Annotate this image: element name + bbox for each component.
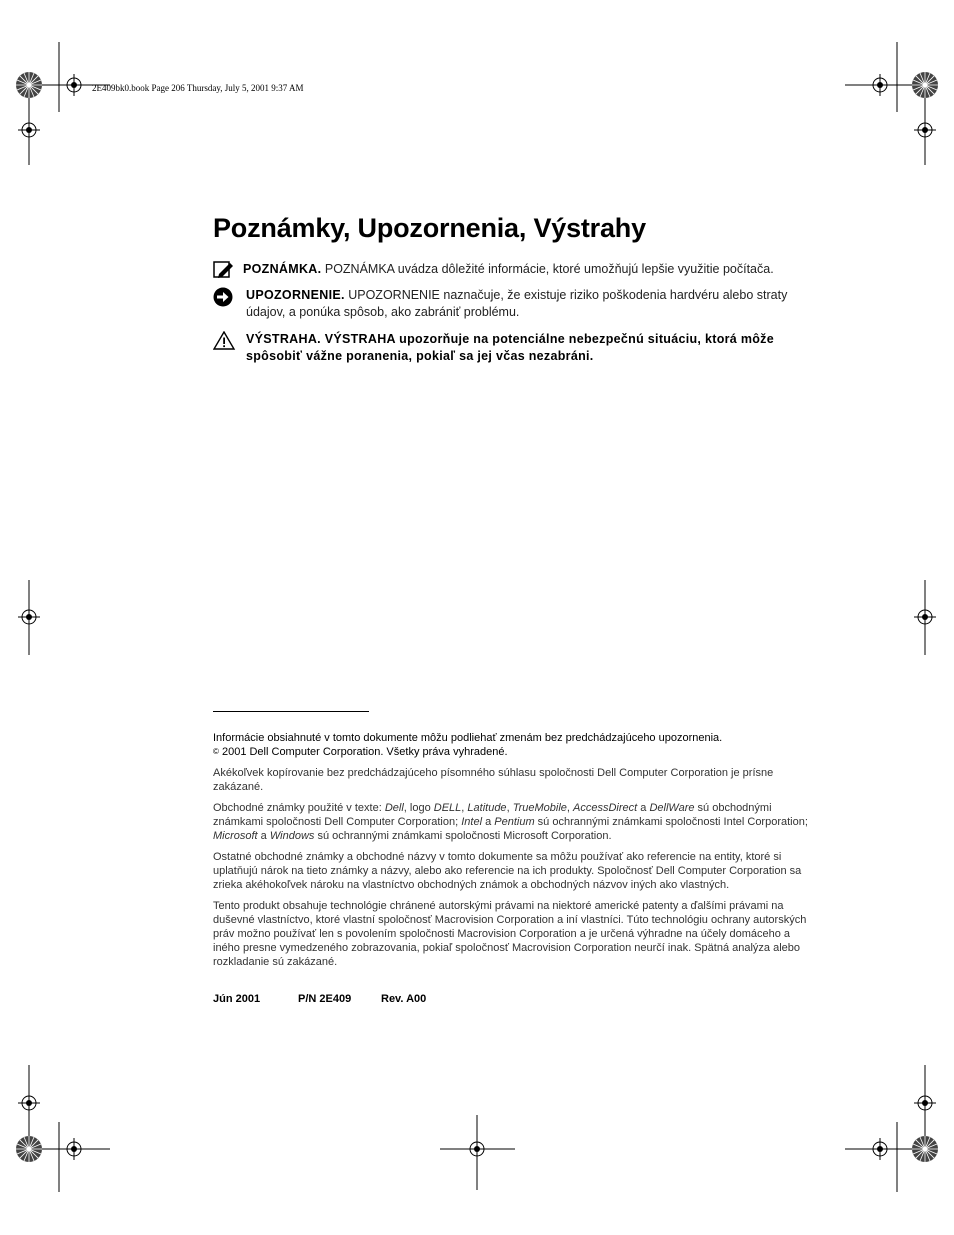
tm-accessdirect: AccessDirect [573,802,638,814]
reproduction-text: Akékoľvek kopírovanie bez predchádzajúceho písomného súhlasu spoločnosti Dell Computer Corporation je prísne zakázané. [213,767,774,793]
caution-label: UPOZORNENIE. [246,288,345,302]
copyright-line [213,745,813,759]
tm-text: , [461,802,468,814]
tm-text: a [257,830,270,842]
warning-label: VÝSTRAHA. [246,332,321,346]
page-title: Poznámky, Upozornenia, Výstrahy [213,213,646,243]
tm-text: sú ochrannými známkami spoločnosti Microsoft Corporation. [314,830,612,842]
reproduction-notice [213,766,813,794]
tm-text: , logo [403,802,434,814]
tm-text: a [482,816,495,828]
tm-truemobile: TrueMobile [512,802,567,814]
copyright-symbol: © [213,747,219,756]
legal-info [213,731,813,759]
tm-text: a [637,802,650,814]
note-text: POZNÁMKA uvádza dôležité informácie, ktoré umožňujú lepšie využitie počítača. [321,262,774,276]
footnote-rule [213,711,369,712]
tm-intel: Intel [461,816,483,828]
tm-dell: Dell [384,802,404,814]
print-footer [213,993,426,1005]
tm-text: , [506,802,513,814]
note-label: POZNÁMKA. [243,262,322,276]
tm-dell-logo: DELL [433,802,462,814]
other-marks-text: Ostatné obchodné známky a obchodné názvy v tomto dokumente sa môžu používať ako referencie na entity, ktoré si uplatňujú nárok na tieto známky a názvy, alebo ako referencie na ich produkty. Spoločnosť Dell Computer Corporation sa zrieka akéhokoľvek nároku na vlastníctvo obchodných známok a obchodných názvov iných ako vlastných. [213,851,802,891]
footer-revision: Rev. A00 [381,993,427,1005]
arrow-circle-icon [213,287,235,314]
tm-text: sú ochrannými známkami spoločnosti Intel Corporation; [534,816,808,828]
tm-dellware: DellWare [649,802,695,814]
note-pencil-icon [213,261,235,284]
tm-text: Obchodné známky použité v texte: [213,802,385,814]
footer-part-number: P/N 2E409 [298,993,352,1005]
tm-windows: Windows [269,830,315,842]
caution-text: UPOZORNENIE naznačuje, že existuje riziko poškodenia hardvéru alebo straty údajov, a ponúka spôsob, ako zabrániť problému. [246,288,788,319]
copyright-text: 2001 Dell Computer Corporation. Všetky práva vyhradené. [218,746,508,758]
warning-triangle-icon [213,331,237,356]
tm-text: sú obchodnými známkami spoločnosti Dell Computer Corporation; [213,802,772,828]
macrovision-text: Tento produkt obsahuje technológie chránené autorskými právami na niektoré americké patenty a ďalšími právami na duševné vlastníctvo, ktoré vlastní spoločnosť Macrovision Corporation a iní vlastníci. Túto technológiu ochrany autorských práv možno používať len s povolením spoločnosti Macrovision Corporation a je určená výhradne na účely domáceho a iného presne vymedzeného zobrazovania, pokiaľ spoločnosť Macrovision Corporation neurčí inak. Spätná analýza alebo rozkladanie sú zakázané. [213,900,807,968]
info-line: Informácie obsiahnuté v tomto dokumente môžu podliehať zmenám bez predchádzajúceho upozornenia. [213,732,723,744]
print-header-line: 2E409bk0.book Page 206 Thursday, July 5, 2001 9:37 AM [92,83,304,93]
macrovision-notice [213,899,813,969]
tm-microsoft: Microsoft [213,830,258,842]
footer-date: Jún 2001 [213,993,261,1005]
warning-text: VÝSTRAHA upozorňuje na potenciálne nebezpečnú situáciu, ktorá môže spôsobiť vážne poranenia, pokiaľ sa jej včas nezabráni. [246,332,774,363]
tm-pentium: Pentium [494,816,535,828]
trademark-notice [213,801,813,843]
tm-text: , [566,802,574,814]
other-marks-notice [213,850,813,892]
tm-latitude: Latitude [467,802,507,814]
